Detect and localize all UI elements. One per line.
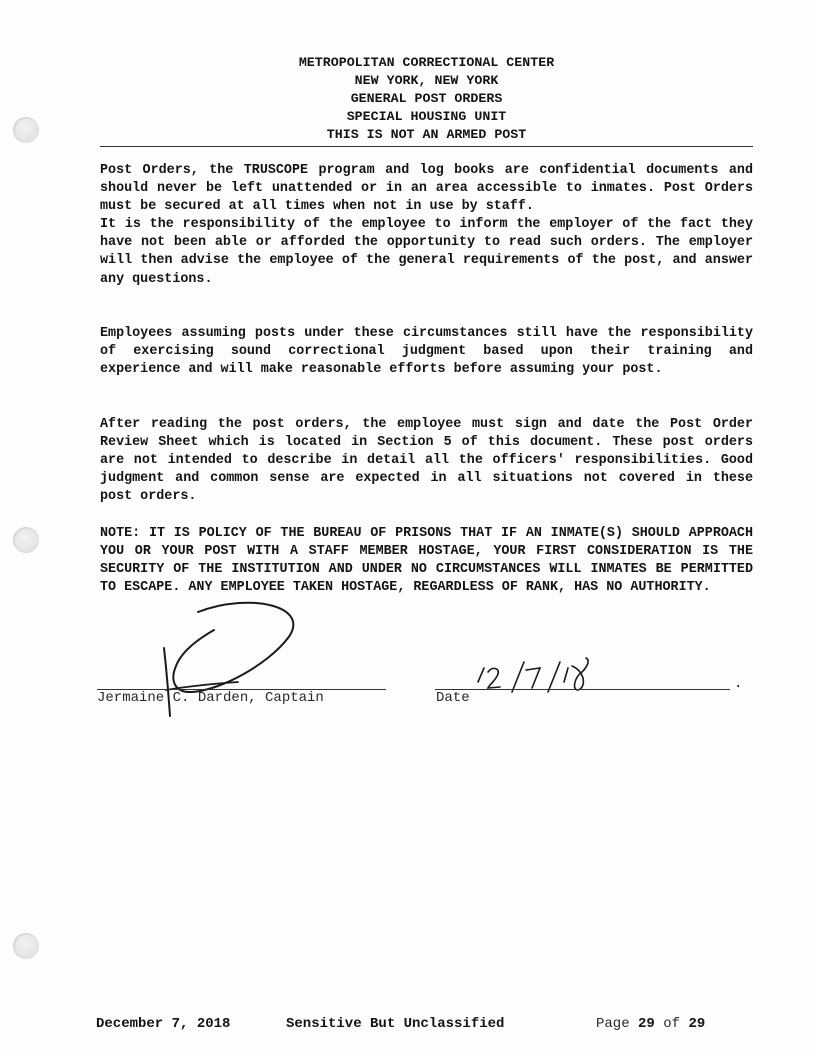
header-document-type: GENERAL POST ORDERS xyxy=(350,91,503,106)
header-institution: METROPOLITAN CORRECTIONAL CENTER xyxy=(298,55,555,70)
paragraph-confidentiality-text: Post Orders, the TRUSCOPE program and log books are confidential documents and should never be left unattended or in an area accessible to inmates. Post Orders must be secured at all times when not in use by staff. xyxy=(100,163,753,215)
page-prefix: Page xyxy=(596,1016,630,1032)
footer-page-number xyxy=(596,1016,705,1032)
page-current: 29 xyxy=(638,1016,655,1032)
header-post-status: THIS IS NOT AN ARMED POST xyxy=(326,127,527,142)
punch-hole-middle xyxy=(13,527,39,553)
document-header xyxy=(100,54,753,144)
page-footer xyxy=(96,1016,756,1038)
paragraph-confidentiality xyxy=(100,162,753,289)
header-unit: SPECIAL HOUSING UNIT xyxy=(346,109,507,124)
punch-hole-bottom xyxy=(13,933,39,959)
signatory-name: Jermaine C. Darden, Captain xyxy=(97,690,324,706)
page-total: 29 xyxy=(688,1016,706,1032)
date-label: Date xyxy=(436,690,470,706)
paragraph-review-sheet: After reading the post orders, the employee must sign and date the Post Order Review Sheet which is located in Section 5 of this document. These post orders are not intended to describe in detail all the officers' responsibilities. Good judgment and common sense are expected in all situations not covered in these post orders. xyxy=(100,417,753,505)
paragraph-responsibility-text: It is the responsibility of the employee to inform the employer of the fact they have not been able or afforded the opportunity to read such orders. The employer will then advise the employee of the general requirements of the post, and answer any questions. xyxy=(100,217,753,287)
date-line xyxy=(435,689,730,690)
paragraph-judgment: Employees assuming posts under these circumstances still have the responsibility of exercising sound correctional judgment based upon their training and experience and will make reasonable efforts before assuming your post. xyxy=(100,326,753,378)
punch-hole-top xyxy=(13,117,39,143)
footer-date: December 7, 2018 xyxy=(96,1016,231,1032)
trailing-period: . xyxy=(734,676,743,692)
header-divider xyxy=(100,146,753,147)
header-location: NEW YORK, NEW YORK xyxy=(354,73,499,88)
page-of: of xyxy=(663,1016,681,1032)
footer-classification: Sensitive But Unclassified xyxy=(286,1016,505,1032)
paragraph-hostage-note: NOTE: IT IS POLICY OF THE BUREAU OF PRISONS THAT IF AN INMATE(S) SHOULD APPROACH YOU OR YOUR POST WITH A STAFF MEMBER HOSTAGE, YOUR FIRST CONSIDERATION IS THE SECURITY OF THE INSTITUTION AND UNDER NO CIRCUMSTANCES WILL INMATES BE PERMITTED TO ESCAPE. ANY EMPLOYEE TAKEN HOSTAGE, REGARDLESS OF RANK, HAS NO AUTHORITY. xyxy=(100,526,753,596)
